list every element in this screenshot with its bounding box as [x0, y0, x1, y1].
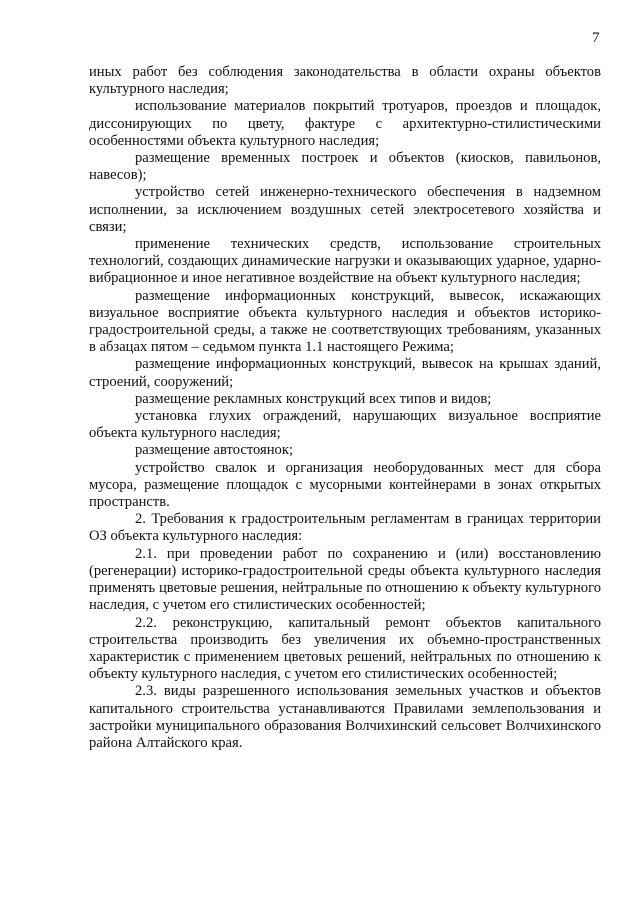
- page-number: 7: [592, 30, 600, 46]
- paragraph: размещение временных построек и объектов (киосков, павильонов, навесов);: [89, 150, 601, 184]
- paragraph: устройство сетей инженерно-технического обеспечения в надземном исполнении, за исключением воздушных сетей электросетевого хозяйства и связи;: [89, 184, 601, 235]
- paragraph: иных работ без соблюдения законодательства в области охраны объектов культурного наследия;: [89, 64, 601, 98]
- paragraph: размещение рекламных конструкций всех типов и видов;: [135, 390, 492, 407]
- paragraph: установка глухих ограждений, нарушающих визуальное восприятие объекта культурного наследия;: [89, 408, 601, 442]
- paragraph: размещение информационных конструкций, вывесок на крышах зданий, строений, сооружений;: [89, 356, 601, 390]
- paragraph: применение технических средств, использование строительных технологий, создающих динамические нагрузки и оказывающих ударное, ударно-вибрационное и иное негативное воздействие на объект культурного наследия;: [89, 236, 601, 287]
- paragraph: 2.2. реконструкцию, капитальный ремонт объектов капитального строительства производить без увеличения их объемно-пространственных характеристик с применением цветовых решений, нейтральных по отношению к объекту культурного наследия, с учетом его стилистических особенностей;: [89, 614, 601, 683]
- paragraph: использование материалов покрытий тротуаров, проездов и площадок, диссонирующих по цвету, фактуре с архитектурно-стилистическими особенностями объекта культурного наследия;: [89, 98, 601, 149]
- paragraph: устройство свалок и организация необорудованных мест для сбора мусора, размещение площадок с мусорными контейнерами в зонах открытых пространств.: [89, 459, 601, 511]
- document-body: [89, 64, 601, 752]
- paragraph: размещение информационных конструкций, вывесок, искажающих визуальное восприятие объекта культурного наследия и объектов историко-градостроительной среды, а также не соответствующих требованиям, указанных в абзацах пятом – седьмом пункта 1.1 настоящего Режима;: [89, 287, 601, 356]
- paragraph: 2.1. при проведении работ по сохранению и (или) восстановлению (регенерации) историко-градостроительной среды объекта культурного наследия применять цветовые решения, нейтральные по отношению к объекту культурного наследия, с учетом его стилистических особенностей;: [89, 545, 601, 614]
- paragraph: 2. Требования к градостроительным регламентам в границах территории ОЗ объекта культурного наследия:: [89, 511, 601, 545]
- paragraph: размещение автостоянок;: [135, 442, 294, 459]
- paragraph: 2.3. виды разрешенного использования земельных участков и объектов капитального строительства устанавливаются Правилами землепользования и застройки муниципального образования Волчихинский сельсовет Волчихинского района Алтайского края.: [89, 683, 601, 751]
